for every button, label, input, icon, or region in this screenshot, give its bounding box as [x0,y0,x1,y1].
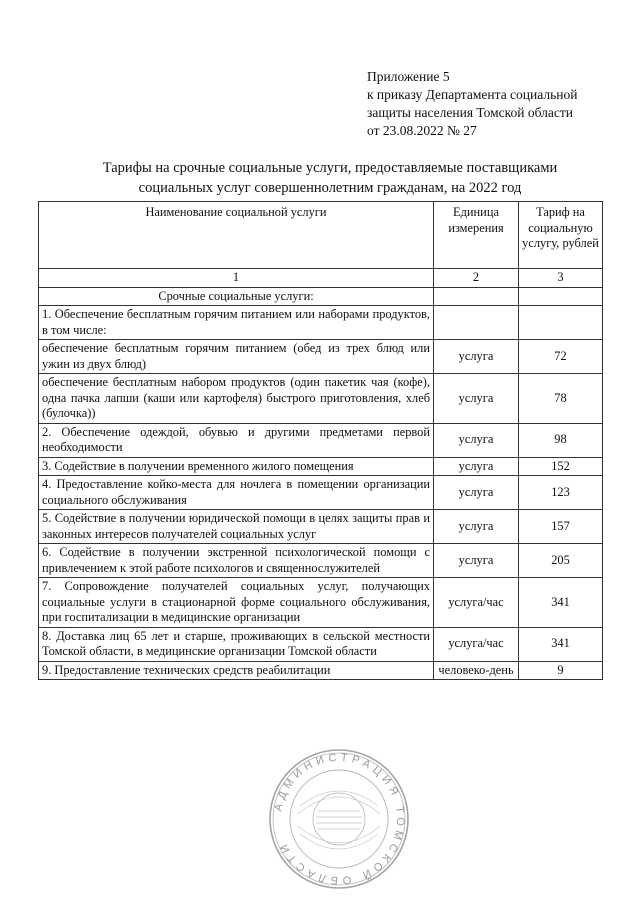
unit-cell: услуга [434,423,519,457]
service-name-cell: 1. Обеспечение бесплатным горячим питанием или наборами продуктов, в том числе: [39,306,434,340]
tariff-cell: 152 [519,457,603,476]
service-name-cell: 7. Сопровождение получателей социальных услуг, получающих социальные услуги в стационарной форме социального обслуживания, при госпитализации в медицинские организации [39,578,434,628]
title-line: социальных услуг совершеннолетним гражданам, на 2022 год [138,180,522,196]
unit-cell: услуга [434,340,519,374]
unit-cell [434,306,519,340]
table-row [39,476,603,510]
header-unit: Единица измерения [434,202,519,269]
table-row [39,544,603,578]
unit-cell: услуга [434,544,519,578]
service-name-cell: 5. Содействие в получении юридической помощи в целях защиты прав и законных интересов получателей социальных услуг [39,510,434,544]
tariff-cell [519,306,603,340]
tariff-cell: 78 [519,374,603,424]
column-number: 2 [434,269,519,288]
tariff-table [38,201,603,680]
service-name-cell: обеспечение бесплатным горячим питанием (обед из трех блюд или ужин из двух блюд) [39,340,434,374]
column-number: 3 [519,269,603,288]
table-row [39,374,603,424]
empty-cell [519,287,603,306]
section-title: Срочные социальные услуги: [39,287,434,306]
service-name-cell: 8. Доставка лиц 65 лет и старше, проживающих в сельской местности Томской области, в медицинские организации Томской области [39,627,434,661]
service-name-cell: 6. Содействие в получении экстренной психологической помощи с привлечением к этой работе психологов и священнослужителей [39,544,434,578]
title-line: Тарифы на срочные социальные услуги, предоставляемые поставщиками [102,160,558,176]
table-row [39,340,603,374]
service-name-cell: обеспечение бесплатным набором продуктов (один пакетик чая (кофе), одна пачка лапши (каши или картофеля) быстрого приготовления, хлеб (булочка)) [39,374,434,424]
unit-cell: услуга [434,510,519,544]
table-row [39,423,603,457]
table-row [39,627,603,661]
unit-cell: услуга [434,476,519,510]
service-name-cell: 4. Предоставление койко-места для ночлега в помещении организации социального обслуживания [39,476,434,510]
tariff-cell: 341 [519,578,603,628]
appendix-line: Приложение 5 [367,69,450,84]
tariff-cell: 123 [519,476,603,510]
column-number: 1 [39,269,434,288]
table-row [39,457,603,476]
service-name-cell: 2. Обеспечение одеждой, обувью и другими предметами первой необходимости [39,423,434,457]
service-name-cell: 9. Предоставление технических средств реабилитации [39,661,434,680]
unit-cell: услуга [434,374,519,424]
unit-cell: человеко-день [434,661,519,680]
unit-cell: услуга [434,457,519,476]
table-row [39,661,603,680]
table-row [39,510,603,544]
tariff-cell: 98 [519,423,603,457]
service-name-cell: 3. Содействие в получении временного жилого помещения [39,457,434,476]
tariff-cell: 72 [519,340,603,374]
official-seal [268,748,410,890]
svg-text:АДМИНИСТРАЦИЯ ТОМСКОЙ ОБЛАСТИ [272,752,406,887]
tariff-cell: 205 [519,544,603,578]
unit-cell: услуга/час [434,627,519,661]
appendix-note [367,68,577,140]
appendix-line: от 23.08.2022 № 27 [367,123,477,138]
table-row [39,306,603,340]
unit-cell: услуга/час [434,578,519,628]
appendix-line: защиты населения Томской области [367,105,574,120]
table-header-row [39,202,603,269]
table-row [39,578,603,628]
tariff-cell: 9 [519,661,603,680]
tariff-cell: 157 [519,510,603,544]
tariff-cell: 341 [519,627,603,661]
seal-outer-text: АДМИНИСТРАЦИЯ ТОМСКОЙ ОБЛАСТИ [272,751,407,887]
appendix-line: к приказу Департамента социальной [367,87,578,102]
column-number-row [39,269,603,288]
empty-cell [434,287,519,306]
section-row [39,287,603,306]
document-title [40,158,620,198]
header-service-name: Наименование социальной услуги [39,202,434,269]
header-tariff: Тариф на социальную услугу, рублей [519,202,603,269]
